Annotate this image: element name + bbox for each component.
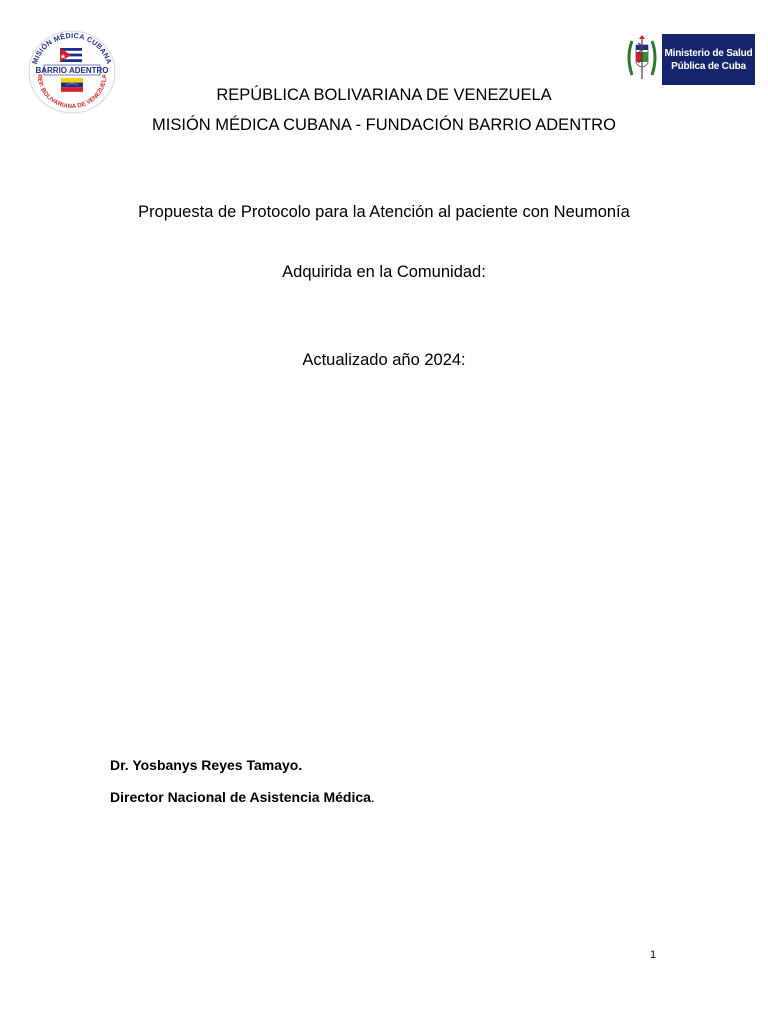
cuban-coat-of-arms-icon	[624, 33, 660, 85]
header-country: REPÚBLICA BOLIVARIANA DE VENEZUELA	[216, 86, 552, 104]
page-number: 1	[650, 949, 657, 961]
logo-ring-top-text: MISIÓN MÉDICA CUBANA	[30, 30, 114, 66]
document-updated-year: Actualizado año 2024:	[302, 351, 466, 369]
logo-center-text: BARRIO ADENTRO	[35, 66, 109, 75]
document-title-line-1: Propuesta de Protocolo para la Atención al paciente con Neumonía	[138, 203, 630, 221]
cuban-flag-icon	[60, 48, 82, 62]
author-role	[110, 789, 375, 805]
document-title-line-2: Adquirida en la Comunidad:	[282, 263, 486, 281]
author-name: Dr. Yosbanys Reyes Tamayo.	[110, 757, 303, 773]
author-role-text: Director Nacional de Asistencia Médica	[110, 789, 371, 805]
minsap-line-1: Ministerio de Salud	[664, 47, 753, 59]
logo-ring-bottom-text: REP. BOLIVARIANA DE VENEZUELA	[35, 74, 109, 111]
header-mission: MISIÓN MÉDICA CUBANA - FUNDACIÓN BARRIO ADENTRO	[152, 116, 616, 134]
minsap-line-2: Pública de Cuba	[671, 60, 746, 72]
author-role-end: .	[370, 789, 375, 805]
minsap-logo	[624, 33, 756, 85]
minsap-label-box	[662, 34, 755, 85]
